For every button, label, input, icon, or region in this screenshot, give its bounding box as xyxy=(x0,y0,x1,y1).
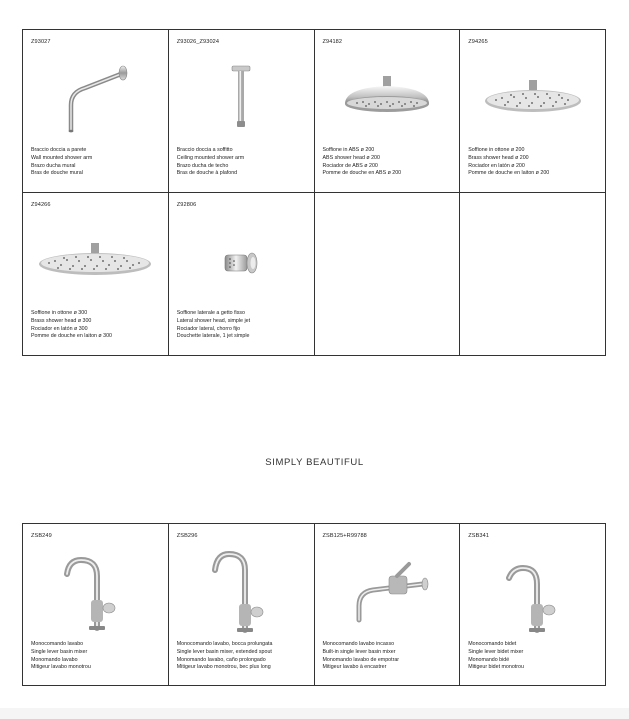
desc-fr: Mitigeur lavabo monotrou xyxy=(31,664,91,671)
product-code: Z94182 xyxy=(322,39,343,45)
product-description xyxy=(468,641,524,672)
lateral-shower-head-icon xyxy=(169,215,314,310)
product-card xyxy=(23,30,169,193)
desc-es: Rociador de ABS ø 200 xyxy=(322,162,378,169)
product-card xyxy=(460,30,606,193)
desc-it: Soffione in ottone ø 200 xyxy=(468,147,525,153)
product-code: ZSB296 xyxy=(176,533,198,539)
desc-es: Brazo ducha mural xyxy=(31,162,76,169)
bidet-mixer-icon xyxy=(460,544,605,642)
desc-en: Built-in single lever basin mixer xyxy=(322,648,396,655)
desc-en: Brass shower head ø 200 xyxy=(468,154,529,161)
desc-fr: Douchette laterale, 1 jet simple xyxy=(176,333,250,340)
desc-es: Brazo ducha de techo xyxy=(176,162,229,169)
desc-it: Braccio doccia a parete xyxy=(31,147,87,153)
product-card xyxy=(169,30,315,193)
desc-es: Monomando lavabo xyxy=(31,656,78,663)
product-grid-showers xyxy=(22,29,606,356)
product-card xyxy=(315,30,461,193)
desc-fr: Pomme de douche en laiton ø 200 xyxy=(468,170,550,177)
desc-en: Single lever basin mixer xyxy=(31,648,88,655)
product-card xyxy=(169,524,315,686)
product-code: Z94265 xyxy=(468,39,488,45)
product-description xyxy=(31,641,91,672)
product-description xyxy=(323,641,400,672)
brass-shower-head-300-icon xyxy=(23,215,168,310)
product-code: Z93026_Z93024 xyxy=(176,39,220,45)
desc-es: Monomando lavabo de empotrar xyxy=(322,656,400,663)
empty-card xyxy=(315,193,461,356)
product-card xyxy=(315,524,461,686)
desc-it: Monocomando lavabo, bocca prolungata xyxy=(176,641,273,647)
desc-it: Soffione in ABS ø 200 xyxy=(322,147,375,153)
desc-es: Monomando bidé xyxy=(468,656,510,663)
desc-en: Single lever bidet mixer xyxy=(468,648,524,655)
desc-es: Rociador en latón ø 300 xyxy=(31,325,88,332)
product-code: Z93027 xyxy=(31,39,51,45)
product-card xyxy=(23,193,169,356)
product-description xyxy=(31,310,112,341)
desc-en: Wall mounted shower arm xyxy=(31,154,93,161)
footer-band xyxy=(0,708,629,719)
desc-it: Monocomando lavabo xyxy=(31,641,84,647)
product-description xyxy=(468,147,549,178)
product-description xyxy=(177,641,273,672)
desc-en: Brass shower head ø 300 xyxy=(31,317,92,324)
product-description xyxy=(177,147,244,178)
desc-fr: Mitigeur lavabo monotrou, bec plus long xyxy=(176,664,271,671)
product-grid-mixers xyxy=(22,523,606,686)
built-in-basin-mixer-icon xyxy=(315,544,460,642)
desc-es: Rociador lateral, chorro fijo xyxy=(176,325,241,332)
product-code: Z92806 xyxy=(176,202,197,208)
desc-it: Soffione in ottone ø 300 xyxy=(31,310,88,316)
section-title: SIMPLY BEAUTIFUL xyxy=(265,457,364,468)
product-code: ZSB341 xyxy=(468,533,490,539)
desc-en: Lateral shower head, simple jet xyxy=(176,317,251,324)
desc-fr: Pomme de douche en laiton ø 300 xyxy=(31,333,112,340)
desc-es: Rociador en latón ø 200 xyxy=(468,162,525,169)
desc-fr: Pomme de douche en ABS ø 200 xyxy=(322,170,402,177)
desc-en: Ceiling mounted shower arm xyxy=(176,154,245,161)
product-card xyxy=(169,193,315,356)
empty-card xyxy=(460,193,606,356)
basin-mixer-extended-spout-icon xyxy=(169,544,314,642)
product-description xyxy=(177,310,250,341)
brass-shower-head-200-icon xyxy=(460,52,605,147)
desc-fr: Mitigeur lavabo à encastrer xyxy=(322,664,387,671)
product-card xyxy=(460,524,606,686)
product-description xyxy=(323,147,402,178)
product-code: ZSB249 xyxy=(31,533,52,539)
product-card xyxy=(23,524,169,686)
abs-shower-head-icon xyxy=(315,52,460,147)
desc-es: Monomando lavabo, caño prolongado xyxy=(176,656,266,663)
product-description xyxy=(31,147,92,178)
desc-en: ABS shower head ø 200 xyxy=(322,154,380,161)
desc-it: Braccio doccia a soffitto xyxy=(176,147,233,153)
product-code: ZSB125+R99788 xyxy=(322,533,367,539)
desc-fr: Bras de douche à plafond xyxy=(176,170,238,177)
desc-fr: Mitigeur bidet monotrou xyxy=(468,664,524,671)
desc-it: Soffione laterale a getto fisso xyxy=(176,310,245,316)
ceiling-mounted-shower-arm-icon xyxy=(169,52,314,147)
wall-mounted-shower-arm-icon xyxy=(23,52,168,147)
basin-mixer-icon xyxy=(23,544,168,642)
desc-it: Monocomando bidet xyxy=(468,641,517,647)
desc-it: Monocomando lavabo incasso xyxy=(322,641,395,647)
desc-fr: Bras de douche mural xyxy=(31,170,83,177)
product-code: Z94266 xyxy=(31,202,51,208)
desc-en: Single lever basin mixer, extended spout xyxy=(176,648,272,655)
